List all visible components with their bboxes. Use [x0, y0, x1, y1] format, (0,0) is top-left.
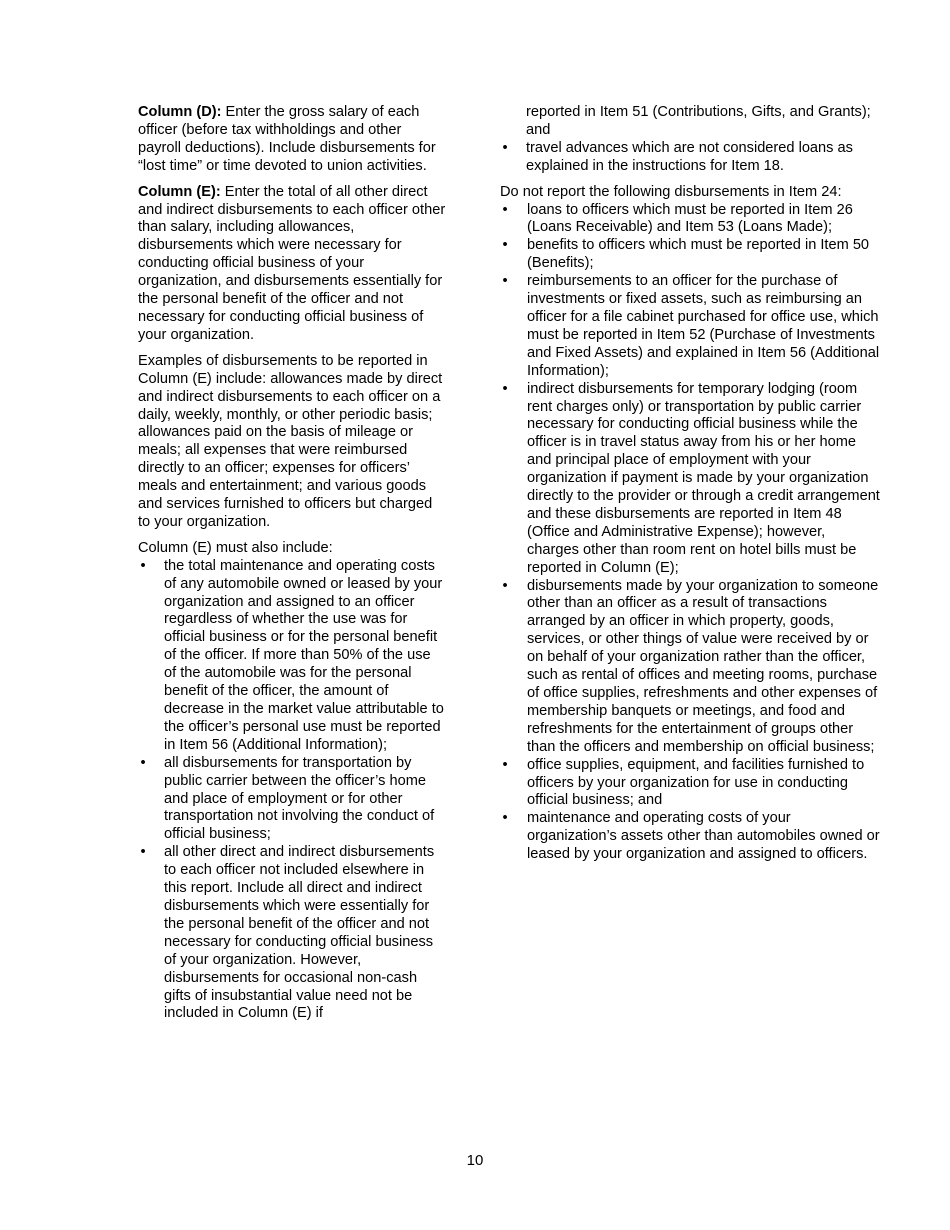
list-item-text: reimbursements to an officer for the purchase of investments or fixed assets, such as reimbursing an officer for a file cabinet purchased for office use, which must be reported in Item 52 (Purchase of Investments and Fixed Assets) and explained in Item 56 (Additional Information);: [527, 273, 880, 379]
list-item: [138, 755, 446, 845]
bullet-icon: •: [502, 577, 508, 594]
list-item: [138, 844, 446, 1023]
list-item: [500, 237, 880, 273]
column-d-text: Enter the gross salary of each officer (before tax withholdings and other payroll deductions). Include disbursements for “lost time” or time devoted to union activities.: [138, 104, 436, 174]
list-item-text: maintenance and operating costs of your organization’s assets other than automobiles owned or leased by your organization and assigned to officers.: [527, 810, 880, 863]
list-item: [500, 757, 880, 811]
list-item: [500, 273, 880, 380]
column-e-heading: Column (E):: [138, 183, 221, 200]
page-number: 10: [466, 1152, 484, 1169]
bullet-icon: •: [502, 273, 508, 290]
examples-paragraph: Examples of disbursements to be reported in Column (E) include: allowances made by direct and indirect disbursements to each officer on a daily, weekly, monthly, or other periodic basis; allowances paid on the basis of mileage or meals; all expenses that were reimbursed directly to an officer; expenses for officers’ meals and entertainment; and various goods and services furnished to officers but charged to your organization.: [138, 352, 443, 530]
list-item: [500, 381, 880, 578]
bullet-icon: •: [502, 201, 508, 218]
list-item-text: all disbursements for transportation by public carrier between the officer’s home and place of employment or for other transportation not involving the conduct of official business;: [164, 754, 435, 843]
list-item-text: travel advances which are not considered loans as explained in the instructions for Item 18.: [526, 139, 853, 174]
bullet-icon: •: [502, 380, 508, 397]
bullet-icon: •: [140, 844, 146, 861]
list-item-text: disbursements made by your organization to someone other than an officer as a result of transactions arranged by an officer in which property, goods, services, or other things of value were received by or on behalf of your organization rather than the officer, such as rental of offices and meeting rooms, purchase of office supplies, refreshments and other expenses of membership banquets or meetings, and food and refreshments for the entertainment of groups other than the officers and membership on official business;: [527, 577, 879, 755]
list-item-text: benefits to officers which must be reported in Item 50 (Benefits);: [527, 237, 870, 272]
continued-text: reported in Item 51 (Contributions, Gifts, and Grants); and: [526, 104, 871, 138]
bullet-icon: •: [502, 756, 508, 773]
must-include-list: [138, 558, 446, 1024]
bullet-icon: •: [140, 557, 146, 574]
list-item: [500, 140, 880, 176]
list-item-text: the total maintenance and operating costs of any automobile owned or leased by your organization and assigned to an officer regardless of whether the use was for official business or for the personal benefit of the officer. If more than 50% of the use of the automobile was for the personal benefit of the officer, the amount of decrease in the market value attributable to the officer’s personal use must be reported in Item 56 (Additional Information);: [164, 557, 444, 753]
do-not-report-intro: Do not report the following disbursements in Item 24:: [500, 183, 842, 200]
bullet-icon: •: [140, 754, 146, 771]
list-item: [138, 558, 446, 755]
list-item: [500, 810, 880, 864]
must-include-intro: Column (E) must also include:: [138, 539, 333, 556]
list-item: [500, 578, 880, 757]
right-column: [500, 104, 880, 864]
column-d-paragraph: [138, 104, 446, 176]
bullet-icon: •: [502, 139, 508, 156]
column-e-text: Enter the total of all other direct and indirect disbursements to each officer other than salary, including allowances, disbursements which were necessary for conducting official business of your organization, and disbursements essentially for the personal benefit of the officer and not necessary for conducting official business of your organization.: [138, 183, 446, 343]
column-e-paragraph: [138, 184, 446, 345]
list-item-text: office supplies, equipment, and facilities furnished to officers by your organization for use in conducting official business; and: [527, 756, 865, 809]
include-tail-list: [500, 140, 880, 176]
column-d-heading: Column (D):: [138, 104, 222, 120]
list-item: [500, 202, 880, 238]
bullet-icon: •: [502, 810, 508, 827]
do-not-report-list: [500, 202, 880, 865]
list-item-text: loans to officers which must be reported in Item 26 (Loans Receivable) and Item 53 (Loans Made);: [527, 201, 853, 236]
bullet-icon: •: [502, 237, 508, 254]
list-item-text: indirect disbursements for temporary lodging (room rent charges only) or transportation by public carrier necessary for conducting official business while the officer is in travel status away from his or her home and principal place of employment with your organization if payment is made by your organization directly to the provider or through a credit arrangement and these disbursements are reported in Item 48 (Office and Administrative Expense); however, charges other than room rent on hotel bills must be reported in Column (E);: [527, 380, 880, 576]
list-item-text: all other direct and indirect disbursements to each officer not included elsewhere in this report. Include all direct and indirect disbursements which were essentially for the personal benefit of the officer and not necessary for conducting official business of your organization. However, disbursements for occasional non-cash gifts of insubstantial value need not be included in Column (E) if: [164, 844, 435, 1022]
left-column: [138, 104, 446, 1023]
